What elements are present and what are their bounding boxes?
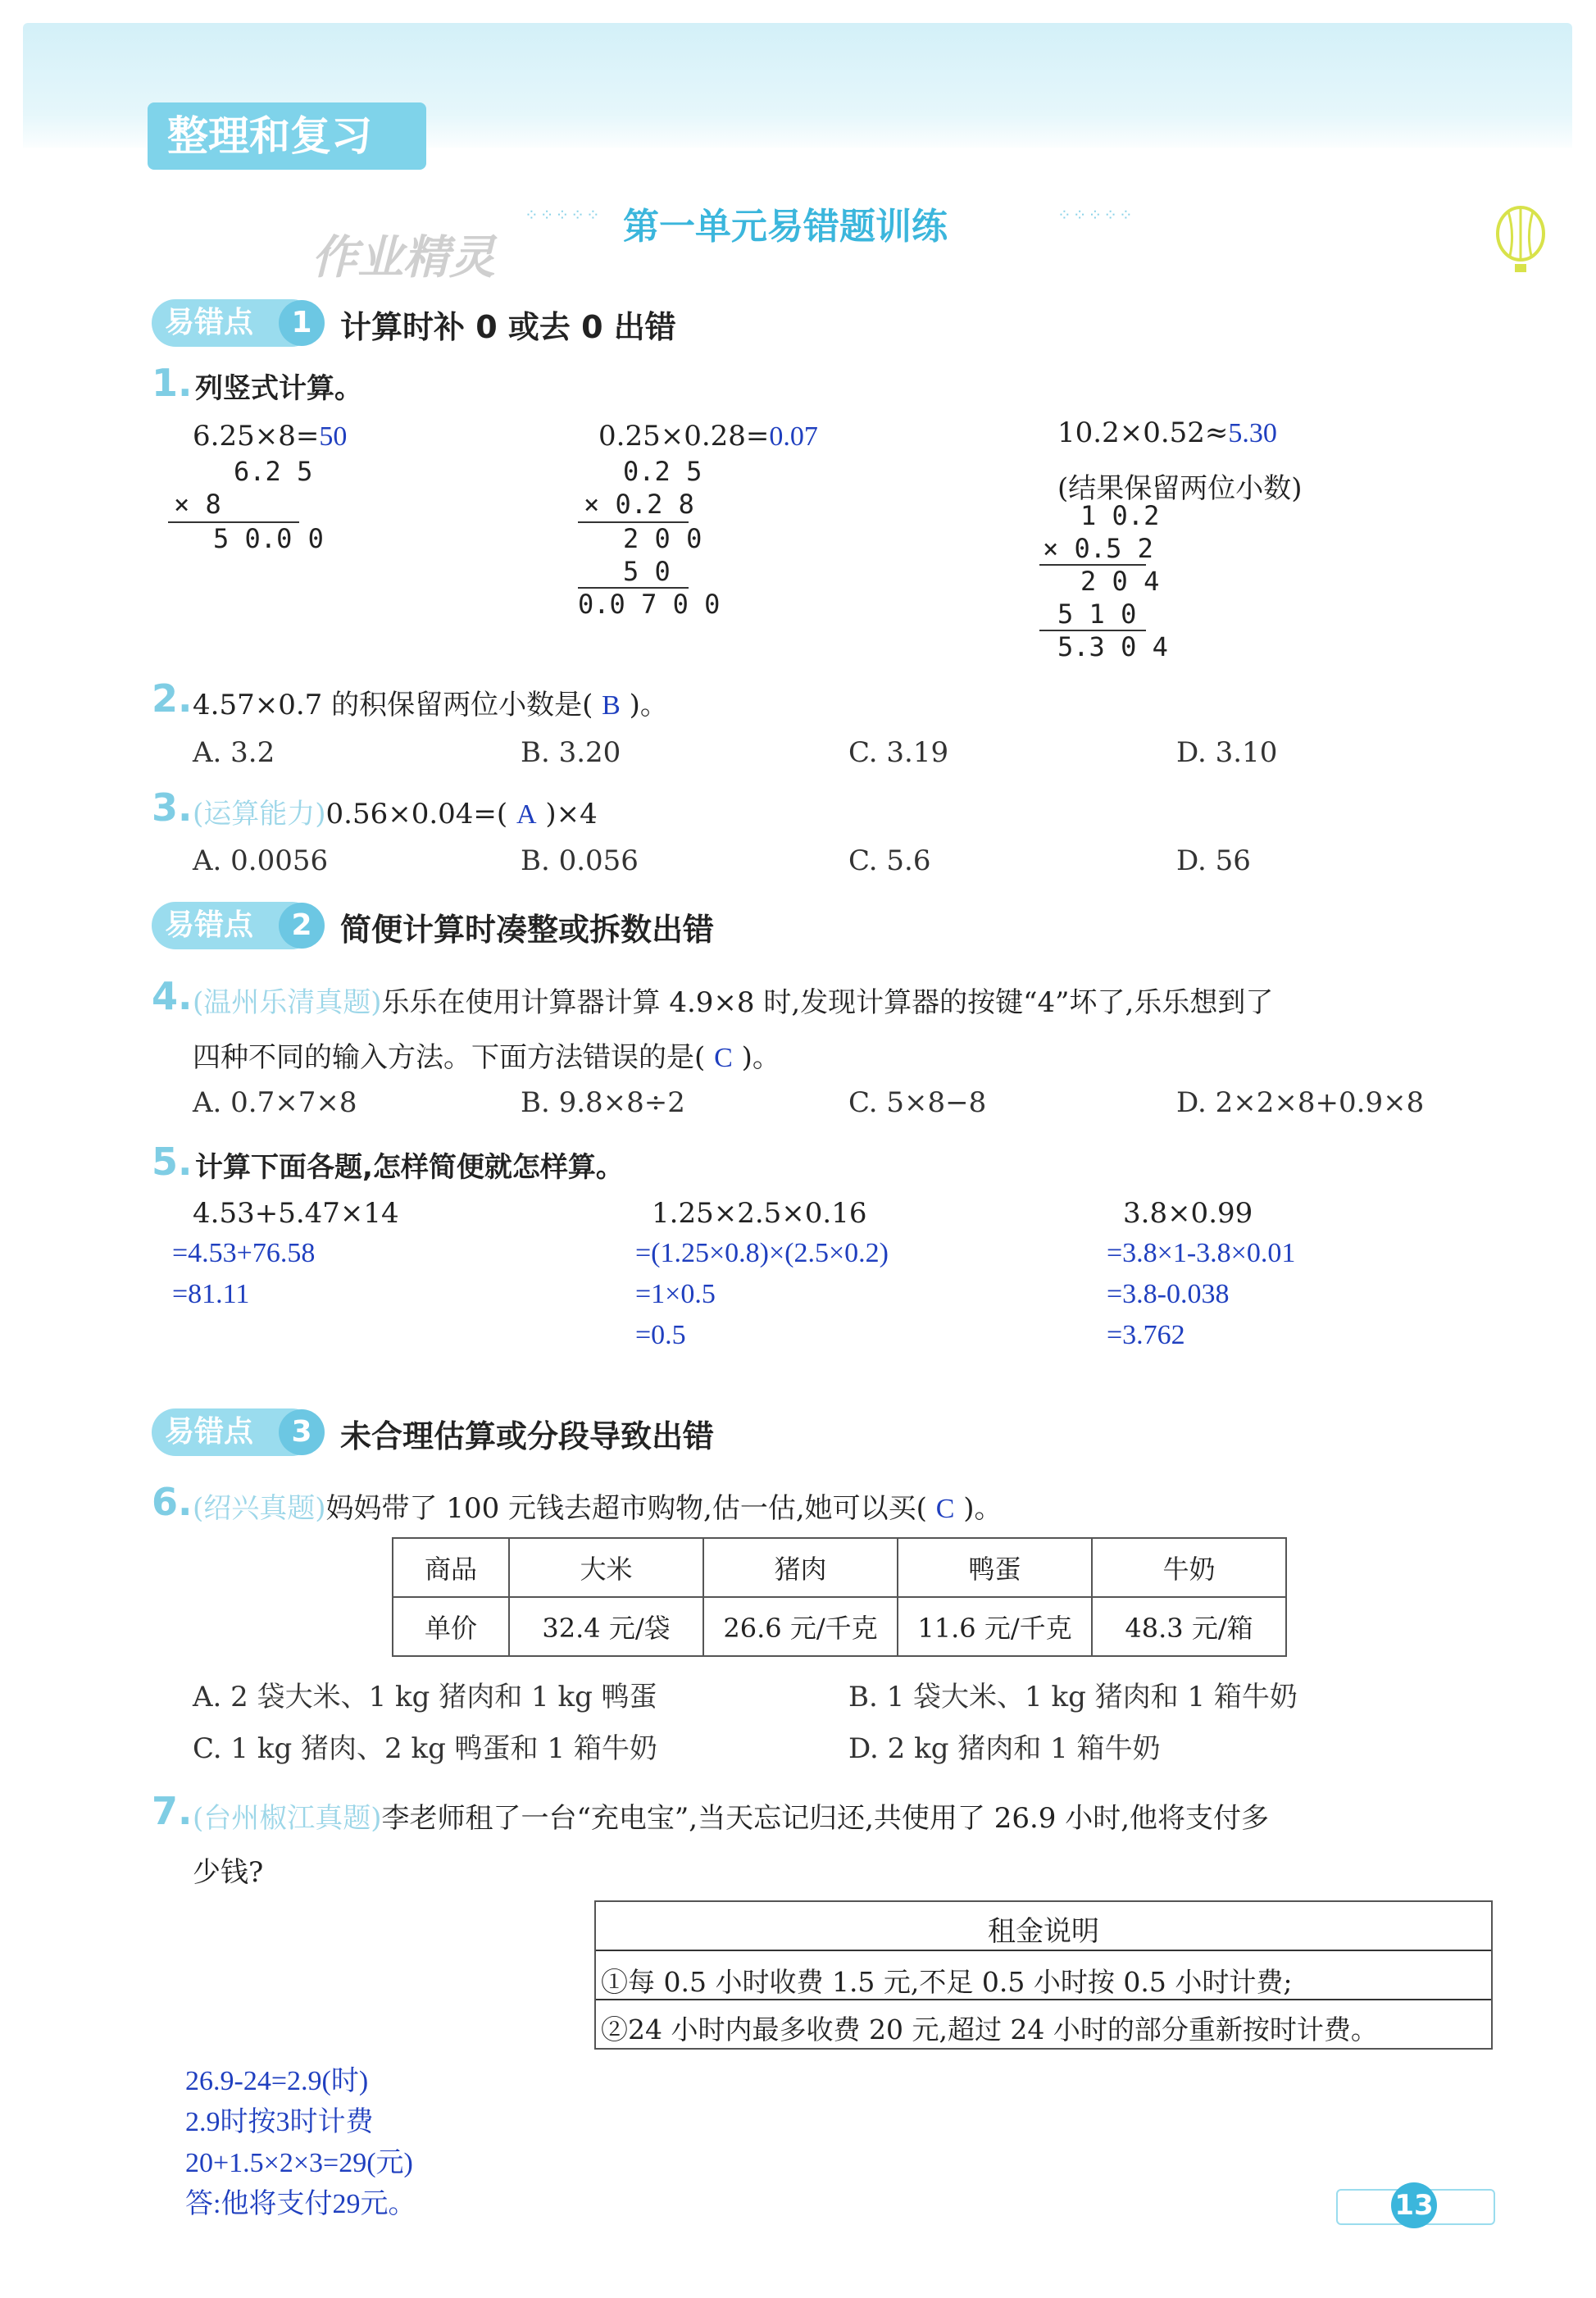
vertical-row: × 0.2 8 bbox=[584, 489, 694, 520]
option-d: D. 2 kg 猪肉和 1 箱牛奶 bbox=[848, 1732, 1161, 1765]
q5-step: =4.53+76.58 bbox=[172, 1238, 316, 1268]
vertical-row: 6.2 5 bbox=[234, 456, 313, 487]
option-c: C. 5.6 bbox=[848, 844, 931, 877]
solution-step: 26.9-24=2.9(时) bbox=[185, 2066, 369, 2096]
q5-step: =(1.25×0.8)×(2.5×0.2) bbox=[635, 1238, 889, 1268]
text: 0.56×0.04=( bbox=[325, 798, 508, 830]
rent-divider bbox=[596, 1999, 1491, 2000]
table-cell: 大米 bbox=[509, 1538, 703, 1597]
option-c: C. 1 kg 猪肉、2 kg 鸭蛋和 1 箱牛奶 bbox=[193, 1732, 657, 1765]
expression: 0.25×0.28= bbox=[598, 420, 770, 453]
point-title-3: 未合理估算或分段导致出错 bbox=[340, 1418, 715, 1454]
answer: A bbox=[516, 799, 537, 830]
table-cell: 26.6 元/千克 bbox=[703, 1597, 898, 1656]
question-tag: (绍兴真题) bbox=[193, 1492, 326, 1525]
text: )。 bbox=[741, 1041, 780, 1074]
vertical-row: 5.3 0 4 bbox=[1057, 631, 1168, 662]
text: )。 bbox=[963, 1492, 1003, 1525]
option-b: B. 0.056 bbox=[521, 844, 639, 877]
q1-expression-2 bbox=[598, 420, 818, 453]
option-c: C. 3.19 bbox=[848, 736, 949, 769]
answer: 50 bbox=[319, 421, 348, 452]
answer: B bbox=[602, 690, 621, 721]
option-d: D. 2×2×8+0.9×8 bbox=[1176, 1086, 1425, 1119]
table-cell: 11.6 元/千克 bbox=[898, 1597, 1092, 1656]
question-text-7-line2: 少钱? bbox=[193, 1856, 264, 1889]
option-b: B. 9.8×8÷2 bbox=[521, 1086, 685, 1119]
vertical-row: 2 0 0 bbox=[623, 523, 703, 554]
text: )×4 bbox=[545, 798, 598, 830]
text: 妈妈带了 100 元钱去超市购物,估一估,她可以买( bbox=[325, 1492, 927, 1525]
vertical-row: 5 0 bbox=[623, 556, 671, 587]
option-b: B. 1 袋大米、1 kg 猪肉和 1 箱牛奶 bbox=[848, 1681, 1298, 1713]
q5-step: =3.762 bbox=[1107, 1320, 1185, 1350]
vertical-row: 1 0.2 bbox=[1080, 500, 1160, 531]
balloon-icon bbox=[1492, 205, 1549, 279]
question-number-4: 4. bbox=[152, 974, 193, 1018]
table-cell: 猪肉 bbox=[703, 1538, 898, 1597]
vertical-row: 0.2 5 bbox=[623, 456, 703, 487]
table-cell: 32.4 元/袋 bbox=[509, 1597, 703, 1656]
table-cell: 牛奶 bbox=[1092, 1538, 1286, 1597]
vertical-row: × 0.5 2 bbox=[1043, 533, 1153, 564]
q5-step: =3.8-0.038 bbox=[1107, 1279, 1230, 1309]
option-a: A. 0.7×7×8 bbox=[193, 1086, 357, 1119]
q5-step: =1×0.5 bbox=[635, 1279, 716, 1309]
table-cell: 单价 bbox=[393, 1597, 509, 1656]
rent-divider bbox=[596, 1950, 1491, 1951]
question-number-6: 6. bbox=[152, 1480, 193, 1524]
question-text-1: 列竖式计算。 bbox=[195, 372, 362, 405]
q5-expression-2: 1.25×2.5×0.16 bbox=[652, 1197, 867, 1230]
point-title-1: 计算时补 0 或去 0 出错 bbox=[340, 309, 676, 345]
rent-rule-1: ①每 0.5 小时收费 1.5 元,不足 0.5 小时按 0.5 小时计费; bbox=[601, 1966, 1293, 1998]
q1-expression-1 bbox=[193, 420, 347, 453]
q5-step: =81.11 bbox=[172, 1279, 250, 1309]
q1-expression-3 bbox=[1057, 416, 1277, 449]
vertical-row: 5 0.0 0 bbox=[213, 523, 324, 554]
question-number-7: 7. bbox=[152, 1789, 193, 1833]
question-number-5: 5. bbox=[152, 1140, 193, 1184]
point-number-2: 2 bbox=[279, 903, 325, 949]
q5-expression-3: 3.8×0.99 bbox=[1123, 1197, 1253, 1230]
vertical-row: 5 1 0 bbox=[1057, 598, 1137, 630]
unit-title: 第一单元易错题训练 bbox=[623, 206, 948, 248]
table-cell: 48.3 元/箱 bbox=[1092, 1597, 1286, 1656]
vertical-row: 0.0 7 0 0 bbox=[578, 589, 721, 620]
point-label: 易错点 bbox=[165, 1415, 254, 1449]
vertical-row: × 8 bbox=[174, 489, 221, 520]
point-number-3: 3 bbox=[279, 1409, 325, 1455]
section-tag: 整理和复习 bbox=[148, 102, 426, 170]
page-number: 13 bbox=[1391, 2182, 1437, 2228]
question-number-1: 1. bbox=[152, 361, 193, 405]
text: 四种不同的输入方法。下面方法错误的是( bbox=[193, 1041, 706, 1074]
option-c: C. 5×8−8 bbox=[848, 1086, 987, 1119]
option-a: A. 3.2 bbox=[193, 736, 275, 769]
question-text-2 bbox=[193, 682, 668, 722]
table-cell: 鸭蛋 bbox=[898, 1538, 1092, 1597]
rent-rule-2: ②24 小时内最多收费 20 元,超过 24 小时的部分重新按时计费。 bbox=[601, 2014, 1378, 2045]
answer: C bbox=[935, 1494, 955, 1524]
text: 4.57×0.7 的积保留两位小数是( bbox=[193, 689, 593, 721]
question-number-3: 3. bbox=[152, 785, 193, 830]
option-d: D. 56 bbox=[1176, 844, 1251, 877]
expression: 10.2×0.52≈ bbox=[1057, 416, 1229, 449]
price-table bbox=[392, 1537, 1287, 1657]
solution-step: 20+1.5×2×3=29(元) bbox=[185, 2148, 413, 2178]
option-a: A. 2 袋大米、1 kg 猪肉和 1 kg 鸭蛋 bbox=[193, 1681, 657, 1713]
watermark: 作业精灵 bbox=[311, 231, 495, 284]
point-label: 易错点 bbox=[165, 306, 254, 339]
vertical-row: 2 0 4 bbox=[1080, 566, 1160, 597]
q5-expression-1: 4.53+5.47×14 bbox=[193, 1197, 399, 1230]
answer: 0.07 bbox=[769, 421, 818, 452]
text: 李老师租了一台“充电宝”,当天忘记归还,共使用了 26.9 小时,他将支付多 bbox=[381, 1802, 1270, 1835]
question-number-2: 2. bbox=[152, 676, 193, 721]
point-title-2: 简便计算时凑整或拆数出错 bbox=[340, 912, 715, 948]
solution-answer: 答:他将支付29元。 bbox=[185, 2189, 416, 2219]
question-text-4-line2 bbox=[193, 1035, 780, 1075]
question-text-5: 计算下面各题,怎样简便就怎样算。 bbox=[195, 1151, 624, 1184]
table-row bbox=[393, 1597, 1286, 1656]
answer: C bbox=[714, 1043, 733, 1073]
question-text-6 bbox=[193, 1486, 1003, 1526]
expression: 6.25×8= bbox=[193, 420, 320, 453]
rent-info-box bbox=[594, 1900, 1493, 2050]
question-tag: (运算能力) bbox=[193, 798, 326, 830]
answer: 5.30 bbox=[1228, 418, 1277, 448]
question-tag: (台州椒江真题) bbox=[193, 1802, 382, 1835]
table-row bbox=[393, 1538, 1286, 1597]
option-d: D. 3.10 bbox=[1176, 736, 1278, 769]
decor-dots-left: ⁘⁘⁘⁘⁘ bbox=[525, 205, 602, 225]
table-cell: 商品 bbox=[393, 1538, 509, 1597]
point-label: 易错点 bbox=[165, 908, 254, 942]
question-text-3 bbox=[193, 791, 598, 831]
solution-step: 2.9时按3时计费 bbox=[185, 2107, 374, 2137]
question-text-7-line1 bbox=[193, 1795, 1269, 1836]
option-a: A. 0.0056 bbox=[193, 844, 329, 877]
q5-step: =0.5 bbox=[635, 1320, 686, 1350]
rent-title: 租金说明 bbox=[988, 1915, 1099, 1948]
question-tag: (温州乐清真题) bbox=[193, 986, 382, 1019]
point-number-1: 1 bbox=[279, 300, 325, 346]
text: 乐乐在使用计算器计算 4.9×8 时,发现计算器的按键“4”坏了,乐乐想到了 bbox=[381, 986, 1274, 1019]
text: )。 bbox=[629, 689, 668, 721]
decor-dots-right: ⁘⁘⁘⁘⁘ bbox=[1057, 205, 1134, 225]
question-text-4-line1 bbox=[193, 980, 1273, 1020]
option-b: B. 3.20 bbox=[521, 736, 621, 769]
q5-step: =3.8×1-3.8×0.01 bbox=[1107, 1238, 1296, 1268]
q1-note: (结果保留两位小数) bbox=[1057, 472, 1303, 505]
